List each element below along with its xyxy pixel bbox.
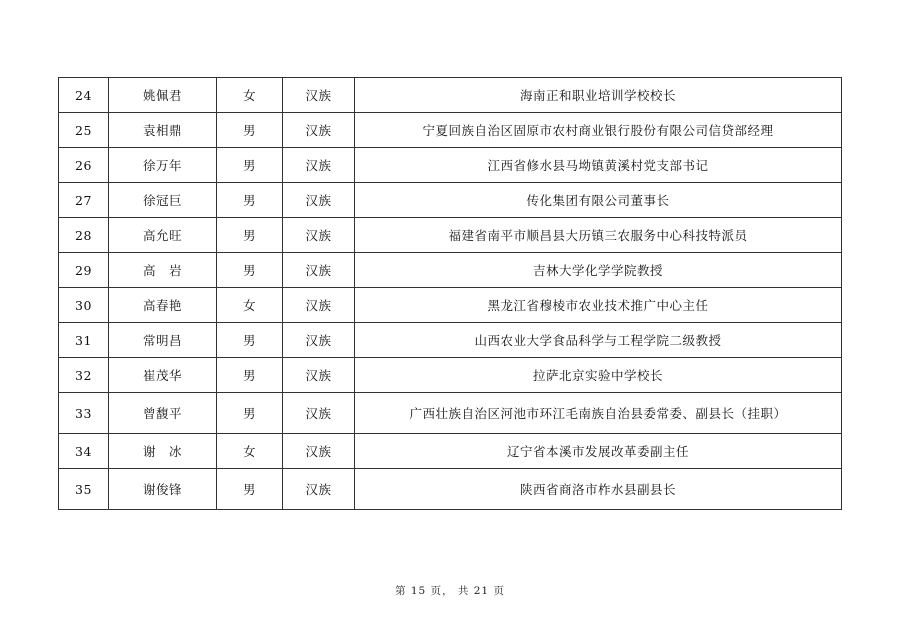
person-name: 徐万年	[109, 148, 217, 183]
job-title: 福建省南平市顺昌县大历镇三农服务中心科技特派员	[355, 218, 842, 253]
table-row	[59, 393, 842, 434]
ethnicity: 汉族	[283, 78, 355, 113]
row-number: 25	[59, 113, 109, 148]
person-name: 常明昌	[109, 323, 217, 358]
job-title: 拉萨北京实验中学校长	[355, 358, 842, 393]
row-number: 28	[59, 218, 109, 253]
job-title: 吉林大学化学学院教授	[355, 253, 842, 288]
job-title: 传化集团有限公司董事长	[355, 183, 842, 218]
table-row	[59, 434, 842, 469]
ethnicity: 汉族	[283, 288, 355, 323]
page-footer: 第 15 页， 共 21 页	[395, 585, 505, 597]
table-row	[59, 113, 842, 148]
row-number: 30	[59, 288, 109, 323]
person-name: 谢俊锋	[109, 469, 217, 510]
job-title: 黑龙江省穆棱市农业技术推广中心主任	[355, 288, 842, 323]
ethnicity: 汉族	[283, 148, 355, 183]
table-row	[59, 469, 842, 510]
row-number: 33	[59, 393, 109, 434]
roster-body	[59, 78, 842, 510]
table-row	[59, 78, 842, 113]
gender: 男	[217, 218, 283, 253]
ethnicity: 汉族	[283, 358, 355, 393]
ethnicity: 汉族	[283, 218, 355, 253]
row-number: 29	[59, 253, 109, 288]
gender: 男	[217, 148, 283, 183]
row-number: 34	[59, 434, 109, 469]
roster-table	[58, 77, 842, 510]
ethnicity: 汉族	[283, 469, 355, 510]
table-row	[59, 358, 842, 393]
row-number: 24	[59, 78, 109, 113]
table-row	[59, 288, 842, 323]
row-number: 27	[59, 183, 109, 218]
person-name: 姚佩君	[109, 78, 217, 113]
job-title: 海南正和职业培训学校校长	[355, 78, 842, 113]
row-number: 31	[59, 323, 109, 358]
gender: 男	[217, 469, 283, 510]
job-title: 陕西省商洛市柞水县副县长	[355, 469, 842, 510]
job-title: 辽宁省本溪市发展改革委副主任	[355, 434, 842, 469]
person-name: 徐冠巨	[109, 183, 217, 218]
table-row	[59, 253, 842, 288]
ethnicity: 汉族	[283, 113, 355, 148]
row-number: 26	[59, 148, 109, 183]
gender: 男	[217, 323, 283, 358]
table-row	[59, 148, 842, 183]
table-row	[59, 323, 842, 358]
ethnicity: 汉族	[283, 323, 355, 358]
gender: 男	[217, 113, 283, 148]
table-row	[59, 183, 842, 218]
person-name: 谢 冰	[109, 434, 217, 469]
ethnicity: 汉族	[283, 434, 355, 469]
gender: 男	[217, 358, 283, 393]
gender: 男	[217, 253, 283, 288]
gender: 女	[217, 434, 283, 469]
job-title: 山西农业大学食品科学与工程学院二级教授	[355, 323, 842, 358]
row-number: 35	[59, 469, 109, 510]
table-row	[59, 218, 842, 253]
person-name: 袁相鼎	[109, 113, 217, 148]
gender: 男	[217, 393, 283, 434]
gender: 女	[217, 78, 283, 113]
row-number: 32	[59, 358, 109, 393]
job-title: 广西壮族自治区河池市环江毛南族自治县委常委、副县长（挂职）	[355, 393, 842, 434]
job-title: 宁夏回族自治区固原市农村商业银行股份有限公司信贷部经理	[355, 113, 842, 148]
person-name: 高 岩	[109, 253, 217, 288]
person-name: 崔茂华	[109, 358, 217, 393]
gender: 女	[217, 288, 283, 323]
person-name: 曾馥平	[109, 393, 217, 434]
ethnicity: 汉族	[283, 183, 355, 218]
person-name: 高允旺	[109, 218, 217, 253]
ethnicity: 汉族	[283, 253, 355, 288]
job-title: 江西省修水县马坳镇黄溪村党支部书记	[355, 148, 842, 183]
gender: 男	[217, 183, 283, 218]
ethnicity: 汉族	[283, 393, 355, 434]
person-name: 高春艳	[109, 288, 217, 323]
